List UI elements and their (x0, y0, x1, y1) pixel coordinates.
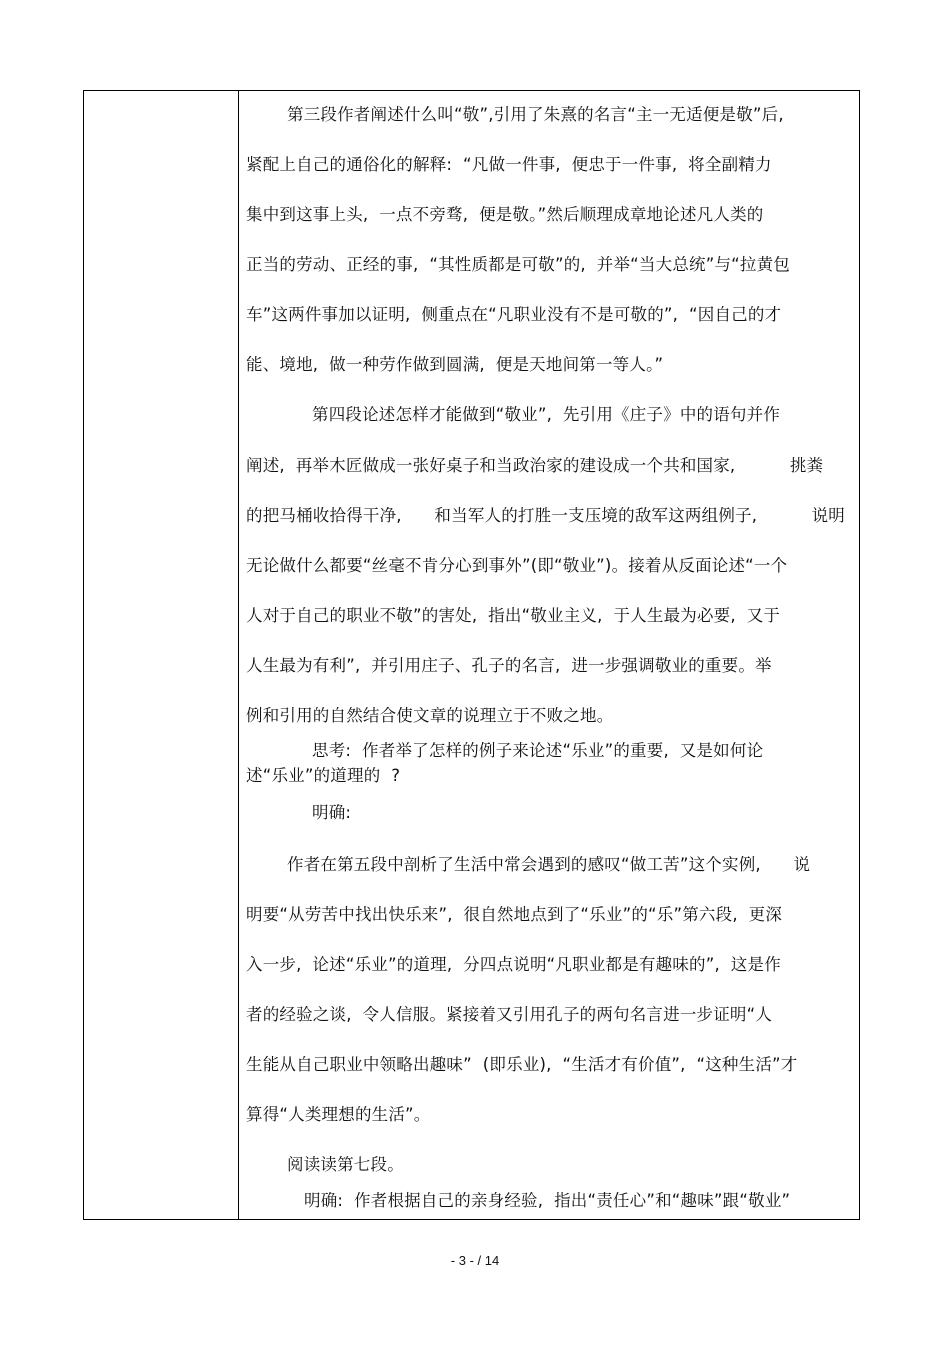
text-line: 的把马桶收拾得干净, 和当军人的打胜一支压境的敌军这两组例子, 说明 (246, 506, 846, 525)
text-line: 紧配上自己的通俗化的解释: “凡做一件事, 便忠于一件事, 将全副精力 (246, 155, 772, 174)
column-divider (238, 91, 239, 1219)
text-line: 正当的劳动、正经的事, “其性质都是可敬”的, 并举“当大总统”与“拉黄包 (246, 255, 791, 274)
text-line: 例和引用的自然结合使文章的说理立于不败之地。 (246, 706, 614, 725)
text-line: 无论做什么都要“丝毫不肯分心到事外”(即“敬业”)。接着从反面论述“一个 (246, 556, 788, 575)
text-line: 明确: (312, 803, 352, 822)
text-line: 者的经验之谈, 令人信服。紧接着又引用孔子的两句名言进一步证明“人 (246, 1005, 773, 1024)
text-line: 明确: 作者根据自己的亲身经验, 指出“责任心”和“趣味”跟“敬业” (304, 1191, 791, 1210)
text-line: 入一步, 论述“乐业”的道理, 分四点说明“凡职业都是有趣味的”, 这是作 (246, 955, 781, 974)
text-line: 人生最为有利”, 并引用庄子、孔子的名言, 进一步强调敬业的重要。举 (246, 656, 772, 675)
text-line: 人对于自己的职业不敬”的害处, 指出“敬业主义, 于人生最为必要, 又于 (246, 606, 781, 625)
text-line: 能、境地, 做一种劳作做到圆满, 便是天地间第一等人。” (246, 355, 664, 374)
text-line: 阐述, 再举木匠做成一张好桌子和当政治家的建设成一个共和国家, 挑粪 (246, 456, 824, 475)
text-line: 阅读读第七段。 (287, 1155, 404, 1174)
text-line: 车”这两件事加以证明, 侧重点在“凡职业没有不是可敬的”, “因自己的才 (246, 305, 782, 324)
text-line: 集中到这事上头, 一点不旁骛, 便是敬。”然后顺理成章地论述凡人类的 (246, 205, 764, 224)
text-line: 算得“人类理想的生活”。 (246, 1105, 431, 1124)
text-line: 生能从自己职业中领略出趣味” (即乐业), “生活才有价值”, “这种生活”才 (246, 1055, 798, 1074)
text-line: 思考: 作者举了怎样的例子来论述“乐业”的重要, 又是如何论 (312, 741, 764, 760)
page-number: - 3 - / 14 (450, 1253, 500, 1268)
text-line: 第四段论述怎样才能做到“敬业”, 先引用《庄子》中的语句并作 (312, 405, 781, 424)
text-line: 第三段作者阐述什么叫“敬”,引用了朱熹的名言“主一无适便是敬”后, (287, 105, 784, 124)
text-line: 述“乐业”的道理的 ? (246, 766, 401, 785)
text-line: 明要“从劳苦中找出快乐来”, 很自然地点到了“乐业”的“乐”第六段, 更深 (246, 905, 783, 924)
text-line: 作者在第五段中剖析了生活中常会遇到的感叹“做工苦”这个实例, 说 (287, 855, 811, 874)
